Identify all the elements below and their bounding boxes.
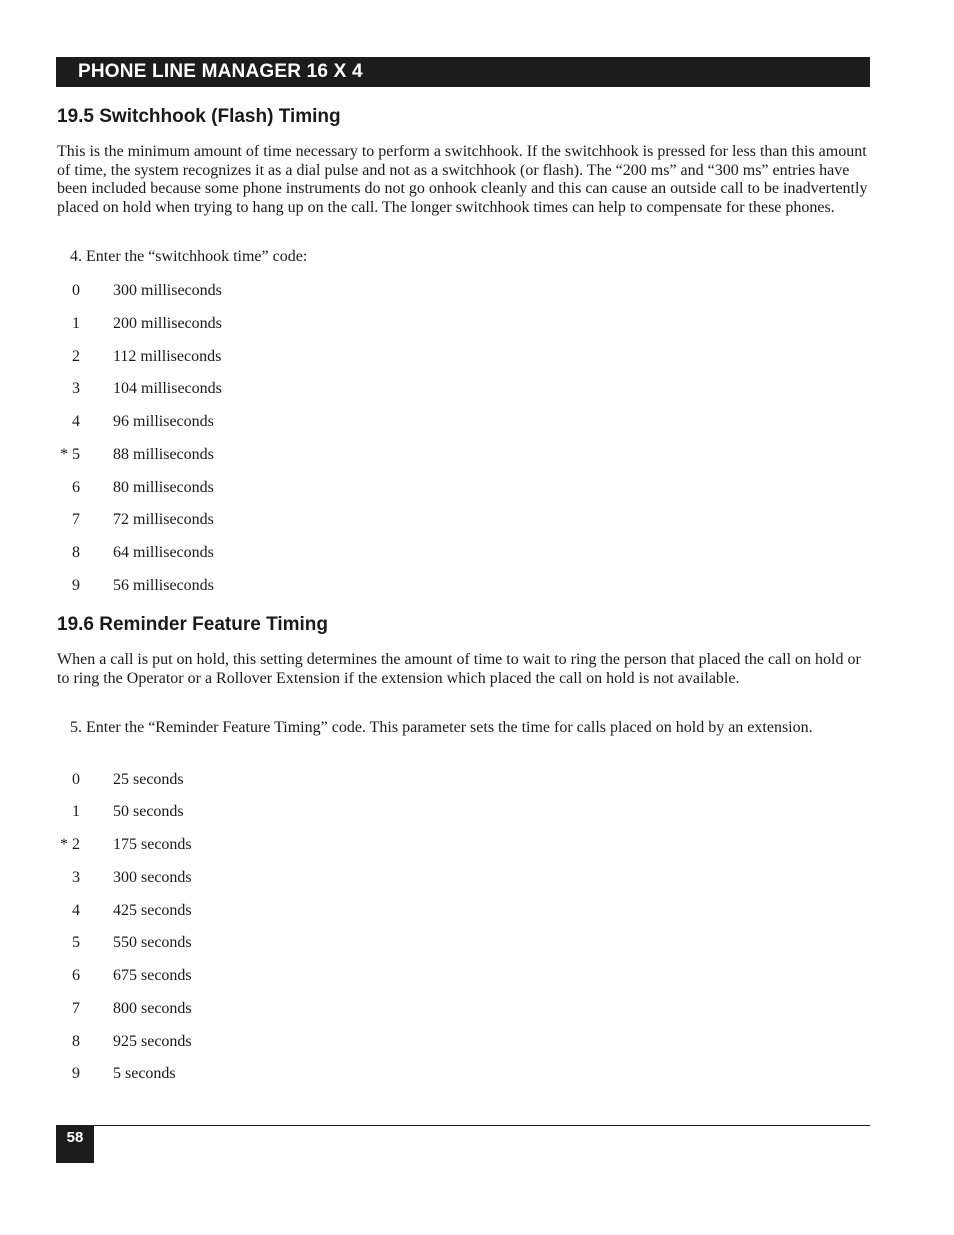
switchhook-step-instruction: 4. Enter the “switchhook time” code:	[70, 248, 308, 265]
option-label: 104 milliseconds	[113, 380, 222, 397]
option-label: 200 milliseconds	[113, 315, 222, 332]
option-label: 175 seconds	[113, 836, 192, 853]
option-code: 0	[72, 282, 80, 299]
list-item	[0, 1064, 954, 1084]
list-item	[0, 412, 954, 432]
option-label: 300 milliseconds	[113, 282, 222, 299]
option-code: 0	[72, 771, 80, 788]
option-code: 6	[72, 479, 80, 496]
list-item	[0, 314, 954, 334]
option-code: 2	[72, 348, 80, 365]
list-item	[0, 576, 954, 596]
option-code: 9	[72, 1065, 80, 1082]
option-label: 5 seconds	[113, 1065, 176, 1082]
list-item	[0, 868, 954, 888]
option-label: 88 milliseconds	[113, 446, 214, 463]
list-item	[0, 1032, 954, 1052]
option-label: 675 seconds	[113, 967, 192, 984]
option-label: 50 seconds	[113, 803, 184, 820]
option-code: 1	[72, 803, 80, 820]
option-code: 9	[72, 577, 80, 594]
switchhook-description: This is the minimum amount of time necessary to perform a switchhook. If the switchhook is pressed for less than this amount of time, the system recognizes it as a dial pulse and not as a switchhook (or flash). The “200 ms” and “300 ms” entries have been included because some phone instruments do not go onhook cleanly and this can cause an outside call to be inadvertently placed on hold when trying to hang up on the call. The longer switchhook times can help to compensate for these phones.	[57, 143, 868, 216]
option-code: 1	[72, 315, 80, 332]
option-label: 25 seconds	[113, 771, 184, 788]
option-label: 72 milliseconds	[113, 511, 214, 528]
list-item	[0, 802, 954, 822]
list-item	[0, 478, 954, 498]
option-label: 56 milliseconds	[113, 577, 214, 594]
list-item	[0, 510, 954, 530]
option-label: 80 milliseconds	[113, 479, 214, 496]
document-title: PHONE LINE MANAGER 16 X 4	[78, 61, 363, 82]
list-item	[0, 933, 954, 953]
option-label: 800 seconds	[113, 1000, 192, 1017]
option-code: 7	[72, 511, 80, 528]
list-item	[0, 770, 954, 790]
list-item-default	[0, 445, 954, 465]
option-label: 425 seconds	[113, 902, 192, 919]
option-code: 8	[72, 544, 80, 561]
reminder-step-instruction: 5. Enter the “Reminder Feature Timing” code. This parameter sets the time for calls placed on hold by an extension.	[70, 719, 813, 736]
list-item	[0, 901, 954, 921]
section-heading-reminder-timing: 19.6 Reminder Feature Timing	[57, 614, 329, 635]
page-number-badge	[56, 1125, 94, 1163]
option-code: 6	[72, 967, 80, 984]
list-item	[0, 379, 954, 399]
option-label: 112 milliseconds	[113, 348, 222, 365]
option-code: 5	[72, 934, 80, 951]
page-header-bar	[56, 57, 870, 87]
option-label: 64 milliseconds	[113, 544, 214, 561]
option-label: 300 seconds	[113, 869, 192, 886]
footer-divider	[94, 1125, 870, 1126]
option-code: * 5	[60, 446, 80, 463]
option-code: 4	[72, 902, 80, 919]
list-item	[0, 999, 954, 1019]
option-code: 7	[72, 1000, 80, 1017]
option-label: 550 seconds	[113, 934, 192, 951]
list-item	[0, 281, 954, 301]
option-code: 3	[72, 380, 80, 397]
list-item	[0, 543, 954, 563]
reminder-description: When a call is put on hold, this setting determines the amount of time to wait to ring the person that placed the call on hold or to ring the Operator or a Rollover Extension if the extension which placed the call on hold is not available.	[57, 651, 861, 687]
page-number: 58	[66, 1129, 84, 1146]
option-code: 4	[72, 413, 80, 430]
option-code: 3	[72, 869, 80, 886]
list-item	[0, 966, 954, 986]
option-label: 96 milliseconds	[113, 413, 214, 430]
list-item	[0, 347, 954, 367]
section-heading-switchhook-timing: 19.5 Switchhook (Flash) Timing	[57, 106, 341, 127]
option-code: * 2	[60, 836, 80, 853]
option-label: 925 seconds	[113, 1033, 192, 1050]
option-code: 8	[72, 1033, 80, 1050]
list-item-default	[0, 835, 954, 855]
